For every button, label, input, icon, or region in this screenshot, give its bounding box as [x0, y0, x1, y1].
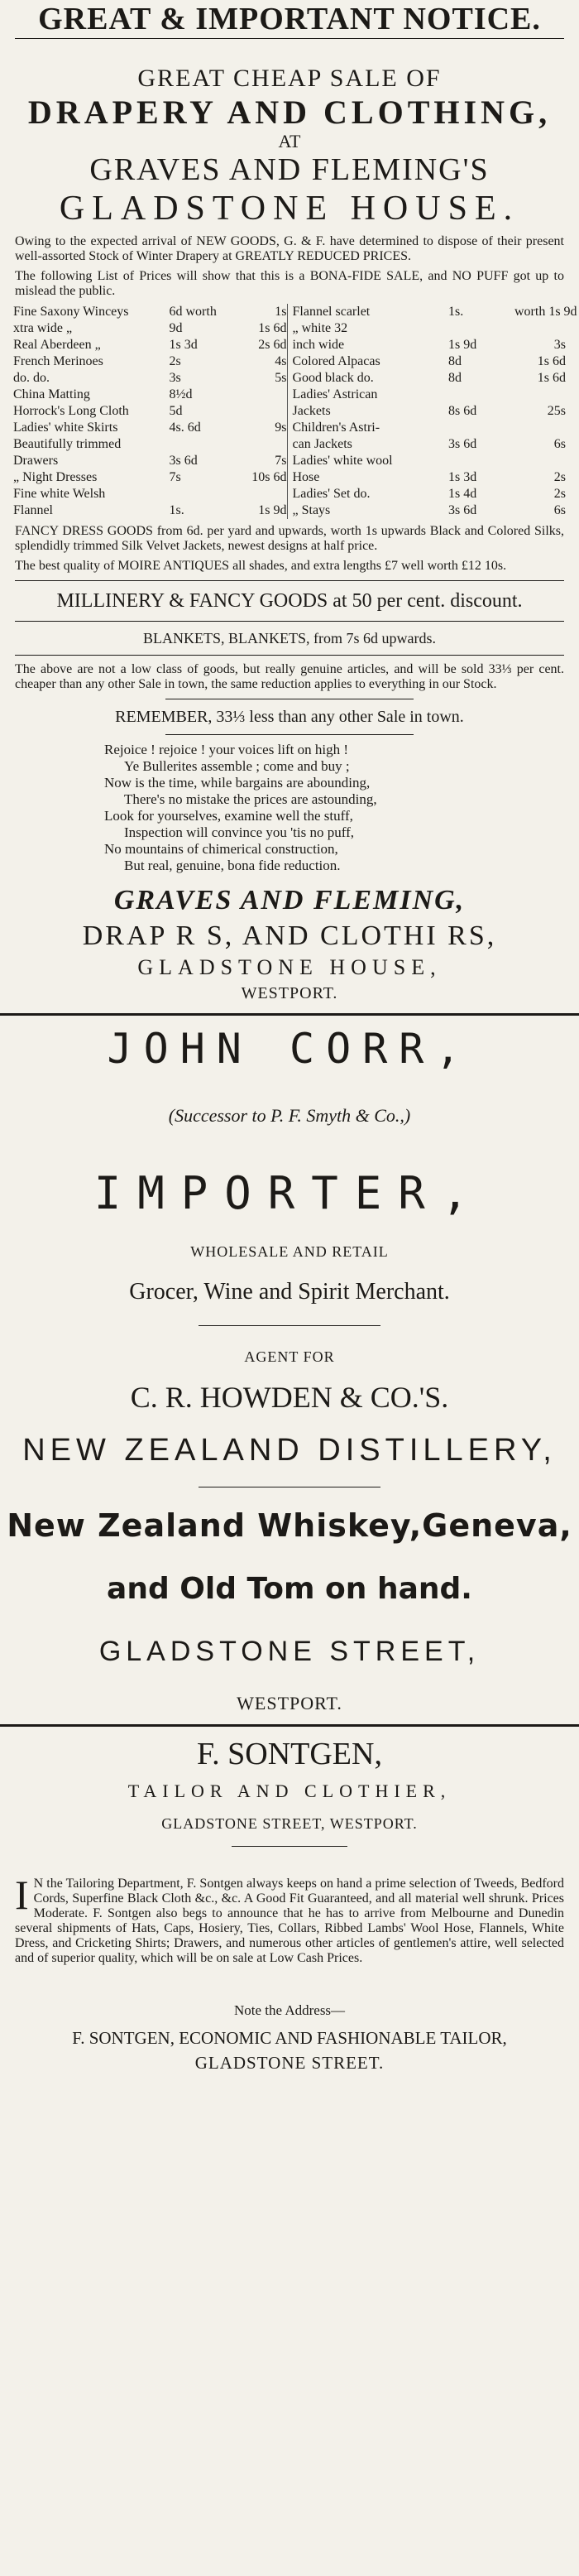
price-sale: 8s 6d — [448, 404, 477, 418]
price-item: Ladies' Astrican — [292, 387, 378, 401]
at-label: AT — [278, 131, 301, 151]
millinery-line: MILLINERY & FANCY GOODS at 50 per cent. discount. — [56, 590, 523, 612]
price-column-right — [287, 304, 577, 519]
price-item: Hose — [292, 470, 320, 484]
price-was: 6s — [553, 503, 566, 517]
price-row — [13, 320, 287, 337]
price-item: Jackets — [292, 404, 331, 418]
tailor-address: GLADSTONE STREET, WESTPORT. — [161, 1815, 418, 1832]
poem-line: Inspection will convince you 'tis no puff, — [124, 824, 355, 840]
distillery-line: NEW ZEALAND DISTILLERY, — [22, 1433, 557, 1468]
price-was: worth 1s 9d — [514, 305, 577, 319]
price-row — [293, 403, 567, 420]
price-sale — [448, 387, 514, 403]
bleed-through-text — [13, 1978, 566, 1999]
price-item: do. do. — [13, 371, 50, 385]
price-sale: 8d — [448, 354, 462, 368]
tailor-trade: TAILOR AND CLOTHIER, — [127, 1781, 452, 1801]
price-was: 25s — [547, 404, 566, 418]
price-row — [13, 453, 287, 469]
price-was — [514, 320, 566, 337]
signature-trade: DRAP R S, AND CLOTHI RS, — [82, 920, 497, 951]
sontgen-ad — [0, 1735, 579, 2075]
price-was — [514, 453, 566, 469]
headline: GREAT & IMPORTANT NOTICE. — [38, 2, 541, 36]
price-row — [293, 353, 567, 370]
price-row — [293, 370, 567, 387]
price-row — [293, 436, 567, 453]
poem-line: But real, genuine, bona fide reduction. — [124, 858, 341, 873]
price-item: Real Aberdeen „ — [13, 338, 101, 352]
price-was: 2s 6d — [258, 338, 287, 352]
poem-line: Now is the time, while bargains are abounding, — [104, 775, 371, 791]
price-was: 9s — [275, 421, 287, 435]
price-item: Beautifully trimmed — [13, 437, 122, 451]
divider — [15, 655, 564, 656]
price-table — [13, 304, 577, 519]
price-sale — [170, 486, 236, 502]
town-line: WESTPORT. — [237, 1693, 342, 1713]
price-row — [13, 337, 287, 353]
fancy-goods-paragraph: FANCY DRESS GOODS from 6d. per yard and upwards, worth 1s upwards Black and Colored Silks, splendidly trimmed Silk Velvet Jackets, newest designs at half price. — [15, 524, 564, 553]
bleed-through-text — [13, 41, 566, 62]
price-row — [13, 502, 287, 519]
price-row — [13, 304, 287, 320]
not-low-paragraph: The above are not a low class of goods, but really genuine articles, and will be sold 33⅓ per cent. cheaper than any other Sale in town, the same reduction applies to everything in our Stock. — [15, 662, 564, 691]
price-row — [293, 320, 567, 337]
list-intro-paragraph: The following List of Prices will show that this is a BONA-FIDE SALE, and NO PUFF got up to mislead the public. — [15, 269, 564, 298]
importer-heading: IMPORTER, — [93, 1167, 486, 1219]
price-was — [514, 387, 566, 403]
price-item: Colored Alpacas — [292, 354, 380, 368]
price-sale — [170, 436, 236, 453]
price-item: inch wide — [292, 338, 345, 352]
price-sale: 1s 9d — [448, 338, 477, 352]
price-was — [236, 436, 287, 453]
price-item: French Merinoes — [13, 354, 103, 368]
signature-town: WESTPORT. — [241, 984, 338, 1002]
street-line: GLADSTONE STREET, — [98, 1636, 481, 1667]
house-name: GLADSTONE HOUSE. — [59, 190, 520, 228]
section-divider — [0, 1013, 579, 1016]
remember-line: REMEMBER, 33⅓ less than any other Sale in town. — [115, 708, 464, 726]
firm-name: GRAVES AND FLEMING'S — [89, 152, 490, 187]
price-was: 1s 6d — [258, 321, 287, 335]
price-item: Ladies' white Skirts — [13, 421, 118, 435]
price-row — [293, 337, 567, 353]
price-row — [293, 453, 567, 469]
price-item: xtra wide „ — [13, 321, 73, 335]
agent-line: AGENT FOR — [244, 1348, 335, 1365]
wholesale-line: WHOLESALE AND RETAIL — [190, 1243, 389, 1260]
price-was — [236, 387, 287, 403]
price-was — [514, 420, 566, 436]
divider — [165, 734, 414, 735]
price-sale: 1s 3d — [448, 470, 477, 484]
moire-paragraph: The best quality of MOIRE ANTIQUES all shades, and extra lengths £7 well worth £12 10s. — [15, 559, 507, 573]
john-corr-ad — [0, 1024, 579, 1716]
intro-paragraph: Owing to the expected arrival of NEW GOODS, G. & F. have determined to dispose of their present well-assorted Stock of Winter Drapery at GREATLY REDUCED PRICES. — [15, 234, 564, 263]
price-item: „ Stays — [292, 503, 331, 517]
whiskey-line: New Zealand Whiskey,Geneva, — [7, 1507, 572, 1544]
price-was: 10s 6d — [251, 470, 287, 484]
price-row — [293, 387, 567, 403]
price-row — [292, 304, 577, 320]
price-row — [13, 353, 287, 370]
subhead: GREAT CHEAP SALE OF — [137, 65, 442, 92]
price-item: „ Night Dresses — [13, 470, 98, 484]
tailor-body-text: N the Tailoring Department, F. Sontgen always keeps on hand a prime selection of Tweeds, Bedford Cords, Superfine Black Cloth &c., &c. A Good Fit Guaranteed, and all material well shrunk. Prices Moderate. F. Sontgen also begs to announce that he has to arrive from Melbourne and Dunedin several shipments of Hats, Caps, Hosiery, Ties, Collars, Ribbed Lambs' Wool Hose, Flannels, White Dress, and Cricketing Shirts; Drawers, and numerous other articles of gentlemen's attire, well selected and of superior quality, which will be on sale at Low Cash Prices. — [15, 1877, 564, 1965]
price-sale: 8d — [448, 371, 462, 385]
note-line: Note the Address— — [233, 2002, 346, 2018]
price-item: Good black do. — [292, 371, 374, 385]
price-sale — [448, 320, 514, 337]
price-sale: 7s — [169, 470, 181, 484]
price-was: 1s — [275, 305, 287, 319]
price-item: „ white 32 — [292, 321, 348, 335]
price-item: Flannel scarlet — [292, 305, 371, 319]
price-item: Ladies' white wool — [292, 454, 393, 468]
trade-line: Grocer, Wine and Spirit Merchant. — [129, 1279, 450, 1305]
price-was: 4s — [275, 354, 287, 368]
howden-line: C. R. HOWDEN & CO.'S. — [130, 1381, 449, 1414]
price-sale: 5d — [169, 404, 183, 418]
poem-line: Look for yourselves, examine well the stuff, — [104, 808, 353, 824]
price-was: 2s — [553, 470, 566, 484]
price-item: Children's Astri- — [292, 421, 380, 435]
price-sale: 1s. — [448, 305, 464, 319]
footer-name: F. SONTGEN, ECONOMIC AND FASHIONABLE TAILOR, — [72, 2028, 507, 2048]
divider — [15, 38, 564, 39]
poem-line: There's no mistake the prices are astounding, — [124, 791, 377, 807]
section-divider — [0, 1724, 579, 1727]
price-was: 7s — [275, 454, 287, 468]
price-was: 3s — [553, 338, 566, 352]
price-sale: 3s 6d — [169, 454, 198, 468]
divider — [15, 621, 564, 622]
price-sale: 4s. 6d — [169, 421, 201, 435]
price-was: 1s 6d — [537, 354, 566, 368]
price-item: Ladies' Set do. — [292, 487, 371, 501]
price-row — [293, 420, 567, 436]
poem-line: Ye Bullerites assemble ; come and buy ; — [124, 758, 350, 774]
price-item: Fine Saxony Winceys — [13, 305, 129, 319]
tailor-body — [15, 1872, 564, 1966]
price-item: can Jackets — [292, 437, 352, 451]
price-was: 2s — [553, 487, 566, 501]
poem — [104, 742, 579, 874]
price-sale: 6d worth — [169, 305, 217, 319]
price-sale — [448, 420, 514, 436]
divider — [15, 580, 564, 581]
price-item: China Matting — [13, 387, 90, 401]
price-was: 1s 9d — [258, 503, 287, 517]
price-row — [13, 370, 287, 387]
price-row — [293, 469, 567, 486]
poem-line: No mountains of chimerical construction, — [104, 841, 338, 857]
poem-line: Rejoice ! rejoice ! your voices lift on high ! — [104, 742, 349, 757]
price-sale: 2s — [169, 354, 181, 368]
divider — [199, 1325, 380, 1326]
price-was — [236, 403, 287, 420]
price-was: 1s 6d — [537, 371, 566, 385]
price-was: 6s — [553, 437, 566, 451]
price-was: 5s — [275, 371, 287, 385]
price-row — [13, 403, 287, 420]
successor-line: (Successor to P. F. Smyth & Co.,) — [168, 1105, 411, 1126]
blankets-line: BLANKETS, BLANKETS, from 7s 6d upwards. — [143, 630, 436, 646]
price-sale: 1s. — [169, 503, 184, 517]
price-sale: 9d — [169, 321, 183, 335]
price-row — [293, 502, 567, 519]
price-sale: 8½d — [169, 387, 193, 401]
price-was — [236, 486, 287, 502]
price-sale: 3s 6d — [448, 503, 477, 517]
footer-street: GLADSTONE STREET. — [194, 2053, 385, 2073]
price-sale: 3s — [169, 371, 181, 385]
graves-fleming-ad — [0, 2, 579, 1005]
divider — [232, 1846, 347, 1847]
signature-house: GLADSTONE HOUSE, — [137, 955, 442, 979]
old-tom-line: and Old Tom on hand. — [107, 1572, 472, 1606]
price-row — [13, 420, 287, 436]
price-row — [293, 486, 567, 502]
price-column-left — [13, 304, 287, 519]
price-row — [13, 486, 287, 502]
price-row — [13, 469, 287, 486]
merchant-name: JOHN CORR, — [107, 1025, 472, 1073]
price-sale: 3s 6d — [448, 437, 477, 451]
price-sale: 1s 4d — [448, 487, 477, 501]
drop-cap: I — [15, 1872, 29, 1918]
tailor-name: F. SONTGEN, — [197, 1737, 382, 1771]
price-row — [13, 387, 287, 403]
price-row — [13, 436, 287, 453]
price-sale: 1s 3d — [169, 338, 198, 352]
price-sale — [448, 453, 514, 469]
price-item: Horrock's Long Cloth — [13, 404, 129, 418]
price-item: Drawers — [13, 454, 59, 468]
price-item: Fine white Welsh — [13, 487, 106, 501]
ad-title: DRAPERY AND CLOTHING, — [27, 94, 552, 131]
signature-firm: GRAVES AND FLEMING, — [113, 885, 466, 916]
price-item: Flannel — [13, 503, 53, 517]
